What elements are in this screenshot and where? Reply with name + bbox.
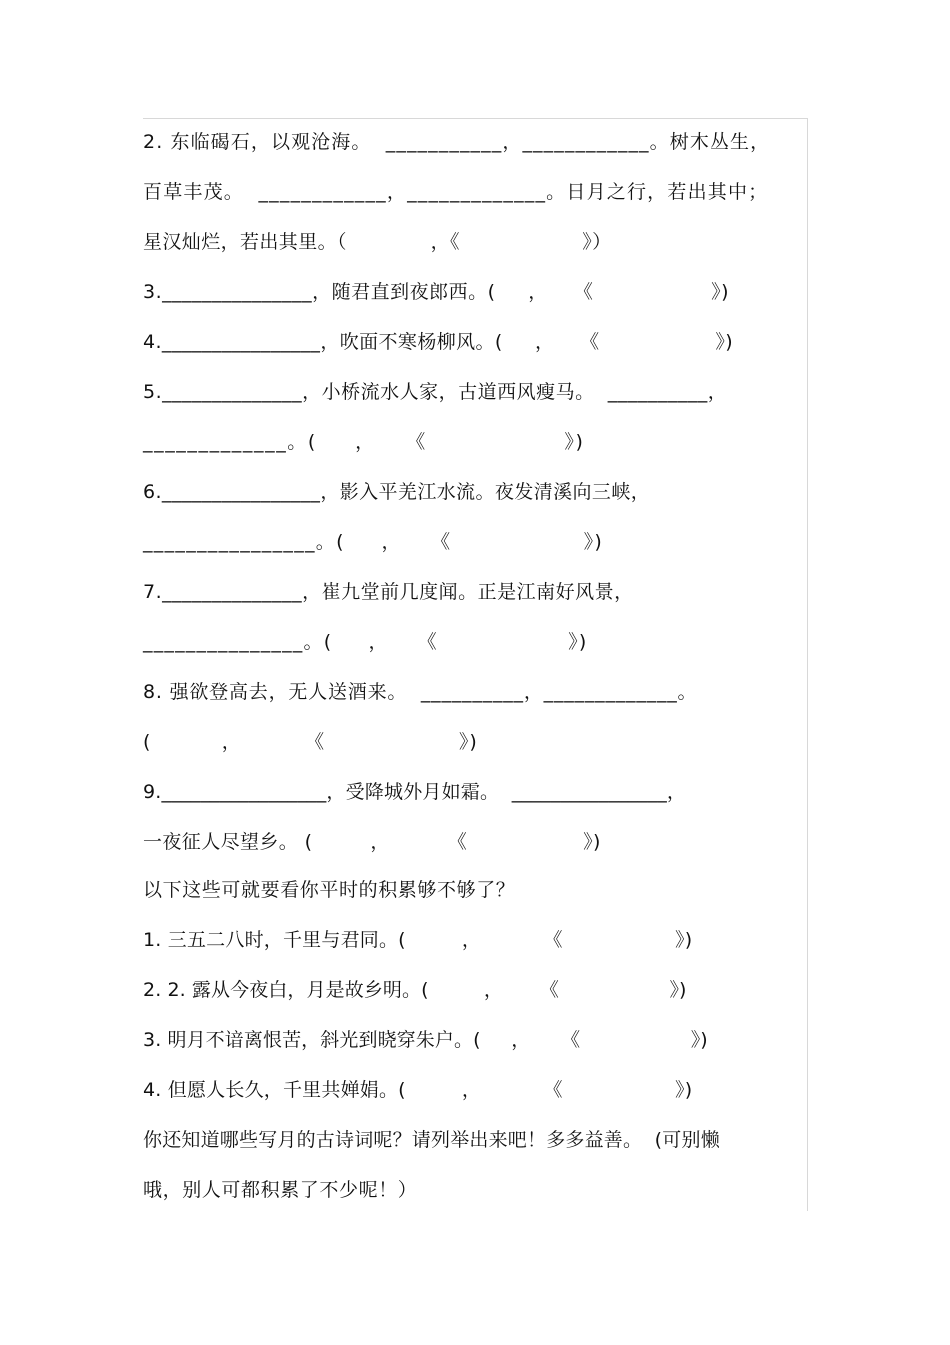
text-line: ________________。( ， 《 》)	[143, 531, 604, 553]
text-line: 以下这些可就要看你平时的积累够不够了？	[143, 879, 516, 901]
text-line: 星汉灿烂，若出其里。（ ，《 》）	[143, 231, 612, 253]
text-line: 2. 2. 露从今夜白，月是故乡明。( ， 《 》)	[143, 979, 687, 1001]
text-line: 哦，别人可都积累了不少呢！）	[143, 1179, 418, 1201]
text-line: 你还知道哪些写月的古诗词呢？请列举出来吧！多多益善。 (可别懒	[143, 1129, 720, 1151]
text-line: 百草丰茂。 ____________，_____________。日月之行，若出其中；	[143, 181, 769, 203]
text-line: 1. 三五二八时，千里与君同。( ， 《 》)	[143, 929, 693, 951]
text-line: 2. 东临碣石，以观沧海。 ___________，____________。树木丛生，	[143, 131, 771, 153]
text-line: _______________。( ， 《 》)	[143, 631, 588, 653]
text-line: 4. 但愿人长久，千里共婵娟。( ， 《 》)	[143, 1079, 693, 1101]
text-line: 3._______________，随君直到夜郎西。( ， 《 》)	[143, 281, 730, 303]
text-line: 4.________________，吹面不寒杨柳风。( ， 《 》)	[143, 331, 734, 353]
text-line: 3. 明月不谙离恨苦，斜光到晓穿朱户。( ， 《 》)	[143, 1029, 708, 1051]
text-line: _____________。( ， 《 》)	[143, 431, 585, 453]
text-line: 8. 强欲登高去，无人送酒来。 __________，_____________。	[143, 681, 698, 703]
text-line: 7.______________，崔九堂前几度闻。正是江南好风景，	[143, 581, 634, 603]
text-line: 5.______________，小桥流水人家，古道西风瘦马。 __________，	[143, 381, 728, 403]
text-line: 9._________________，受降城外月如霜。 ________________，	[143, 781, 687, 803]
text-line: ( ， 《 》)	[143, 731, 478, 753]
text-line: 一夜征人尽望乡。 ( ， 《 》)	[143, 831, 601, 853]
text-line: 6.________________，影入平羌江水流。夜发清溪向三峡，	[143, 481, 651, 503]
